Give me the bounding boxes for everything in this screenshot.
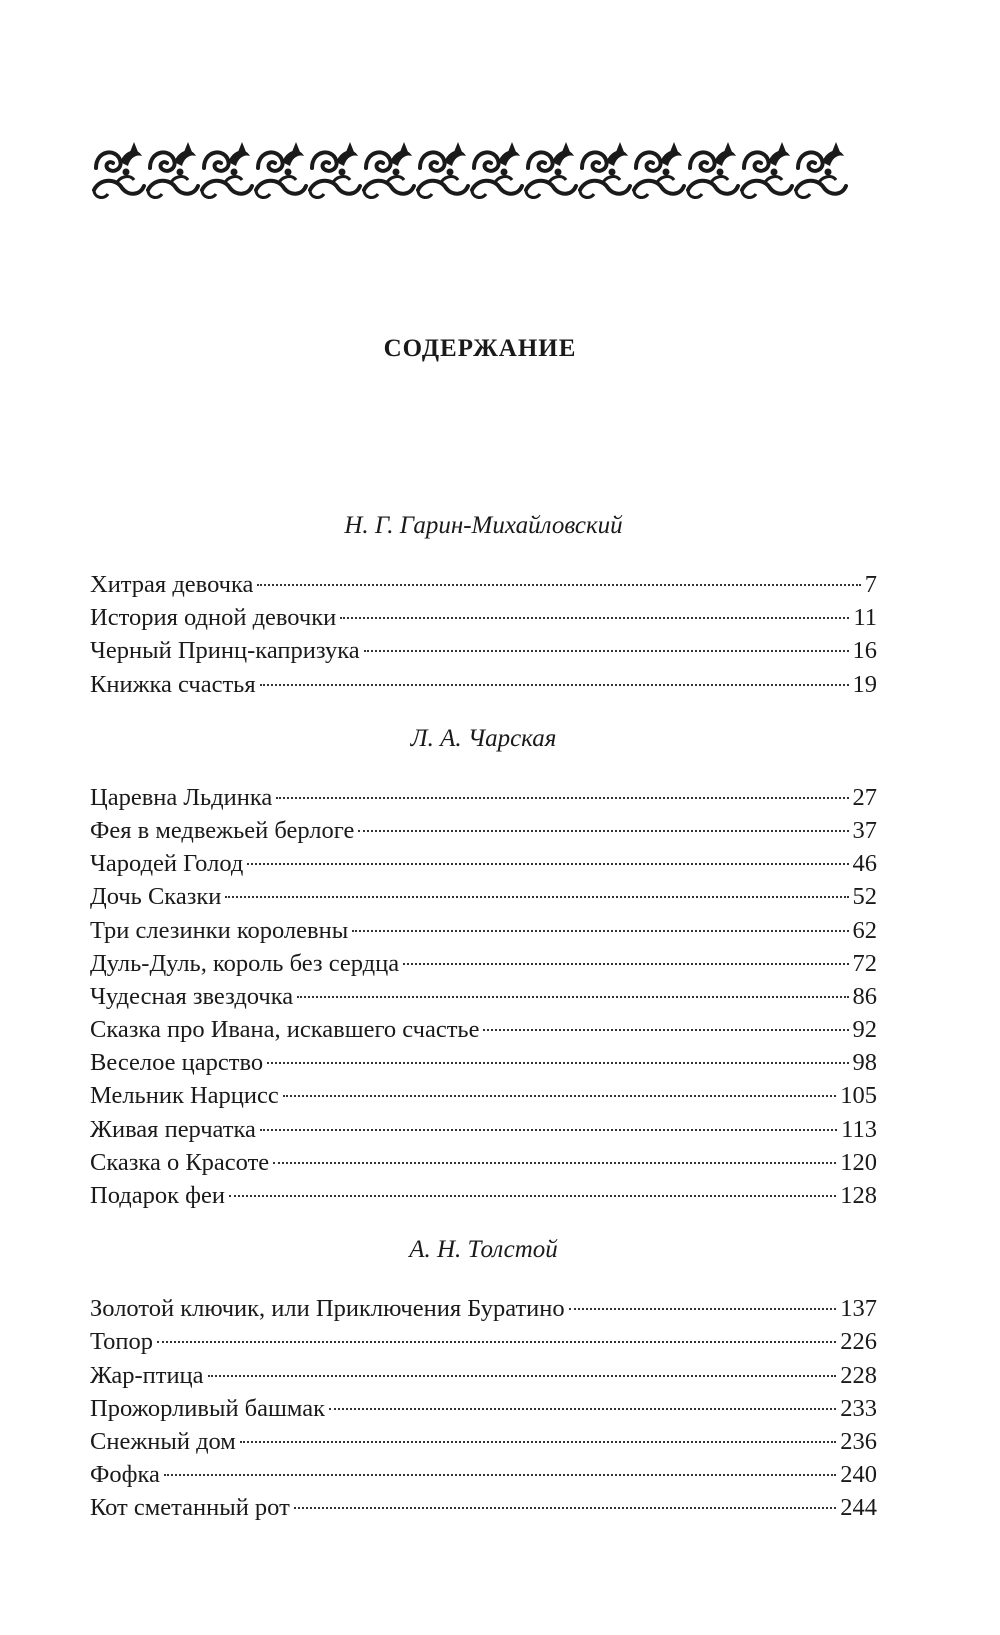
dot-leader [240, 1441, 836, 1443]
dot-leader [358, 830, 848, 832]
entry-page-number: 92 [852, 1016, 877, 1044]
dot-leader [273, 1162, 836, 1164]
entry-title: Черный Принц-капризука [90, 637, 360, 665]
entry-page-number: 113 [841, 1115, 877, 1143]
entry-page-number: 52 [852, 883, 877, 911]
entry-page-number: 16 [852, 637, 877, 665]
entry-page-number: 11 [853, 604, 877, 632]
entry-title: Жар-птица [90, 1361, 204, 1389]
toc-entry[interactable] [90, 1491, 877, 1524]
toc-entry[interactable] [90, 1458, 877, 1491]
entry-title: Царевна Льдинка [90, 783, 273, 811]
dot-leader [208, 1375, 837, 1377]
entry-title: Золотой ключик, или Приключения Буратино [90, 1295, 565, 1323]
entry-page-number: 37 [852, 816, 877, 844]
dot-leader [483, 1029, 848, 1031]
dot-leader [225, 896, 848, 898]
dot-leader [403, 963, 848, 965]
entry-page-number: 62 [852, 916, 877, 944]
entry-page-number: 19 [852, 670, 877, 698]
entry-title: Сказка о Красоте [90, 1148, 270, 1176]
table-of-contents [90, 510, 877, 1525]
entry-page-number: 226 [840, 1328, 877, 1356]
page-title: СОДЕРЖАНИЕ [383, 335, 577, 362]
section-author: Н. Г. Гарин-Михайловский [344, 512, 623, 539]
section-author: А. Н. Толстой [409, 1236, 558, 1264]
entry-title: Снежный дом [90, 1427, 236, 1455]
entry-title: Живая перчатка [90, 1115, 256, 1143]
entry-page-number: 240 [840, 1461, 877, 1489]
dot-leader [157, 1341, 836, 1343]
dot-leader [352, 930, 848, 932]
dot-leader [257, 584, 860, 586]
entry-title: История одной девочки [90, 604, 337, 632]
decorative-ornament-border [90, 140, 870, 205]
toc-section [90, 1234, 877, 1524]
toc-section [90, 723, 877, 1212]
entry-title: Прожорливый башмак [90, 1394, 325, 1422]
entry-page-number: 128 [840, 1182, 877, 1209]
entry-title: Сказка про Ивана, искавшего счастье [90, 1016, 480, 1044]
toc-entry[interactable] [90, 847, 877, 880]
entry-page-number: 228 [840, 1361, 877, 1389]
toc-entry[interactable] [90, 947, 877, 980]
entry-page-number: 98 [852, 1049, 877, 1077]
entry-title: Чудесная звездочка [90, 982, 294, 1010]
dot-leader [283, 1095, 836, 1097]
toc-entry[interactable] [90, 1046, 877, 1079]
entry-title: Три слезинки королевны [90, 916, 349, 944]
dot-leader [364, 650, 849, 652]
dot-leader [229, 1195, 836, 1197]
toc-entry[interactable] [90, 1179, 877, 1212]
dot-leader [297, 996, 848, 998]
toc-entry[interactable] [90, 1359, 877, 1392]
entry-title: Веселое царство [90, 1049, 264, 1077]
toc-entry[interactable] [90, 568, 877, 601]
entry-title: Мельник Нарцисс [90, 1082, 279, 1110]
toc-entry[interactable] [90, 1392, 877, 1425]
entry-page-number: 72 [852, 949, 877, 977]
toc-entry[interactable] [90, 1292, 877, 1325]
section-author: Л. А. Чарская [410, 724, 557, 752]
toc-entry[interactable] [90, 668, 877, 701]
entry-title: Книжка счастья [90, 670, 256, 698]
toc-entry[interactable] [90, 1113, 877, 1146]
dot-leader [164, 1474, 836, 1476]
toc-entry[interactable] [90, 980, 877, 1013]
entry-title: Подарок феи [90, 1182, 225, 1209]
toc-entry[interactable] [90, 634, 877, 667]
entry-page-number: 120 [840, 1148, 877, 1176]
toc-entry[interactable] [90, 814, 877, 847]
entry-page-number: 137 [840, 1295, 877, 1323]
toc-entry[interactable] [90, 914, 877, 947]
entry-title: Кот сметанный рот [90, 1494, 290, 1522]
entry-page-number: 244 [840, 1494, 877, 1522]
toc-entry[interactable] [90, 1325, 877, 1358]
dot-leader [294, 1507, 836, 1509]
entry-page-number: 86 [852, 982, 877, 1010]
entry-title: Фея в медвежьей берлоге [90, 816, 355, 844]
entry-title: Дуль-Дуль, король без сердца [90, 949, 400, 977]
entry-title: Хитрая девочка [90, 571, 254, 598]
dot-leader [276, 797, 848, 799]
entry-page-number: 105 [840, 1082, 877, 1110]
toc-entry[interactable] [90, 1146, 877, 1179]
entry-page-number: 233 [840, 1394, 877, 1422]
entry-title: Чародей Голод [90, 850, 244, 878]
toc-entry[interactable] [90, 781, 877, 814]
dot-leader [569, 1308, 837, 1310]
entry-page-number: 7 [864, 571, 877, 598]
dot-leader [329, 1408, 836, 1410]
entry-page-number: 46 [852, 850, 877, 878]
toc-entry[interactable] [90, 1079, 877, 1112]
toc-section [90, 510, 877, 701]
entry-title: Топор [90, 1328, 153, 1356]
entry-page-number: 236 [840, 1427, 877, 1455]
dot-leader [340, 617, 849, 619]
dot-leader [247, 863, 848, 865]
entry-title: Фофка [90, 1461, 160, 1489]
entry-title: Дочь Сказки [90, 883, 222, 911]
dot-leader [260, 1129, 837, 1131]
toc-entry[interactable] [90, 1425, 877, 1458]
entry-page-number: 27 [852, 783, 877, 811]
dot-leader [260, 684, 849, 686]
dot-leader [267, 1062, 848, 1064]
toc-entry[interactable] [90, 601, 877, 634]
toc-entry[interactable] [90, 1013, 877, 1046]
toc-entry[interactable] [90, 880, 877, 913]
